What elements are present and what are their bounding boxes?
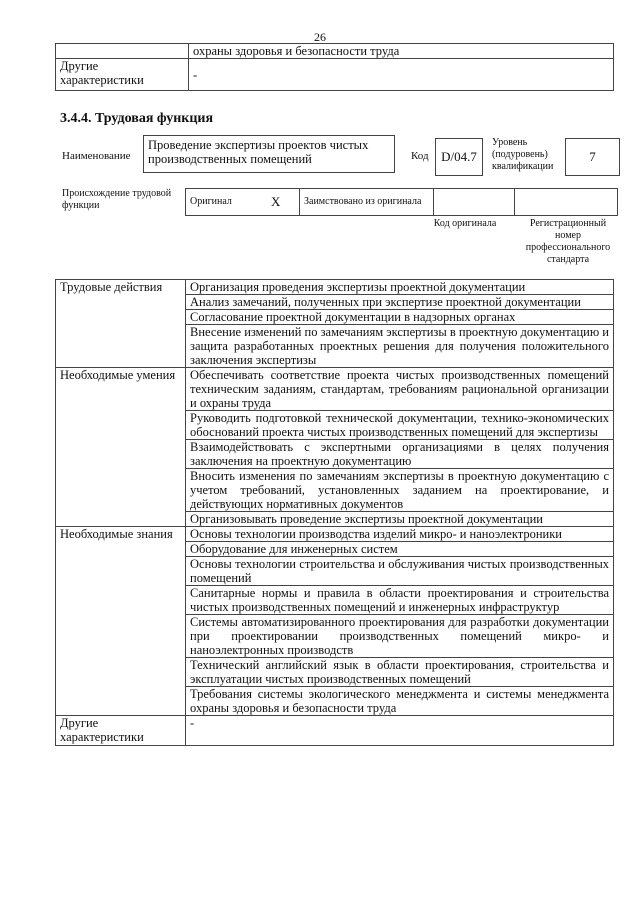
- other-characteristics-value: -: [186, 716, 614, 746]
- labor-actions-label: Трудовые действия: [56, 280, 186, 368]
- name-value: Проведение экспертизы проектов чистых производственных помещений: [143, 135, 395, 173]
- origin-table: [185, 188, 618, 216]
- borrowed-label: Заимствовано из оригинала: [300, 189, 434, 216]
- code-value: D/04.7: [435, 138, 483, 176]
- top-continuation-table: [55, 43, 614, 91]
- other-characteristics-label-top: Другие характеристики: [56, 59, 189, 91]
- registration-number-cell: [515, 189, 618, 216]
- code-original-label: Код оригинала: [433, 218, 497, 229]
- labor-action-item: Организация проведения экспертизы проектной документации: [186, 280, 614, 295]
- qualification-level-label: Уровень (подуровень) квалификации: [492, 137, 554, 172]
- section-title: 3.4.4. Трудовая функция: [60, 111, 214, 126]
- labor-action-item: Согласование проектной документации в надзорных органах: [186, 310, 614, 325]
- knowledge-item: Технический английский язык в области проектирования, строительства и эксплуатации чистых производственных помещений: [186, 658, 614, 687]
- name-label: Наименование: [62, 150, 131, 162]
- page-number: 26: [314, 30, 326, 44]
- original-mark: X: [253, 189, 300, 216]
- skill-item: Обеспечивать соответствие проекта чистых производственных помещений техническим заданиям, стандартам, требованиям рациональной организации и охраны труда: [186, 368, 614, 411]
- other-characteristics-label: Другие характеристики: [56, 716, 186, 746]
- skill-item: Руководить подготовкой технической документации, технико-экономических обоснований проекта чистых производственных помещений для экспертизы: [186, 411, 614, 440]
- knowledge-item: Оборудование для инженерных систем: [186, 542, 614, 557]
- other-characteristics-value-top: -: [189, 59, 614, 91]
- original-label: Оригинал: [186, 189, 253, 216]
- code-label: Код: [411, 150, 429, 162]
- skill-item: Организовывать проведение экспертизы проектной документации: [186, 512, 614, 527]
- original-code-cell: [434, 189, 515, 216]
- labor-action-item: Анализ замечаний, полученных при экспертизе проектной документации: [186, 295, 614, 310]
- required-skills-label: Необходимые умения: [56, 368, 186, 527]
- knowledge-item: Основы технологии строительства и обслуживания чистых производственных помещений: [186, 557, 614, 586]
- function-details-table: [55, 279, 614, 746]
- skill-item: Взаимодействовать с экспертными организациями в целях получения заключения на проектную документацию: [186, 440, 614, 469]
- origin-label: Происхождение трудовой функции: [62, 188, 172, 211]
- required-knowledge-label: Необходимые знания: [56, 527, 186, 716]
- skill-item: Вносить изменения по замечаниям экспертизы в проектную документацию с учетом требований, установленных заданием на проектирование, и действующих нормативных документов: [186, 469, 614, 512]
- continued-text: охраны здоровья и безопасности труда: [189, 44, 614, 59]
- qualification-level-value: 7: [565, 138, 620, 176]
- knowledge-item: Требования системы экологического менеджмента и системы менеджмента охраны здоровья и безопасности труда: [186, 687, 614, 716]
- knowledge-item: Основы технологии производства изделий микро- и наноэлектроники: [186, 527, 614, 542]
- registration-number-label: Регистрационный номер профессионального стандарта: [525, 218, 611, 265]
- knowledge-item: Санитарные нормы и правила в области проектирования и строительства чистых производственных помещений и инженерных инфраструктур: [186, 586, 614, 615]
- labor-action-item: Внесение изменений по замечаниям экспертизы в проектную документацию и защита разработанных проектных решения для получения положительного заключения экспертизы: [186, 325, 614, 368]
- knowledge-item: Системы автоматизированного проектирования для разработки документации при проектировании производственных помещений микро- и наноэлектронных производств: [186, 615, 614, 658]
